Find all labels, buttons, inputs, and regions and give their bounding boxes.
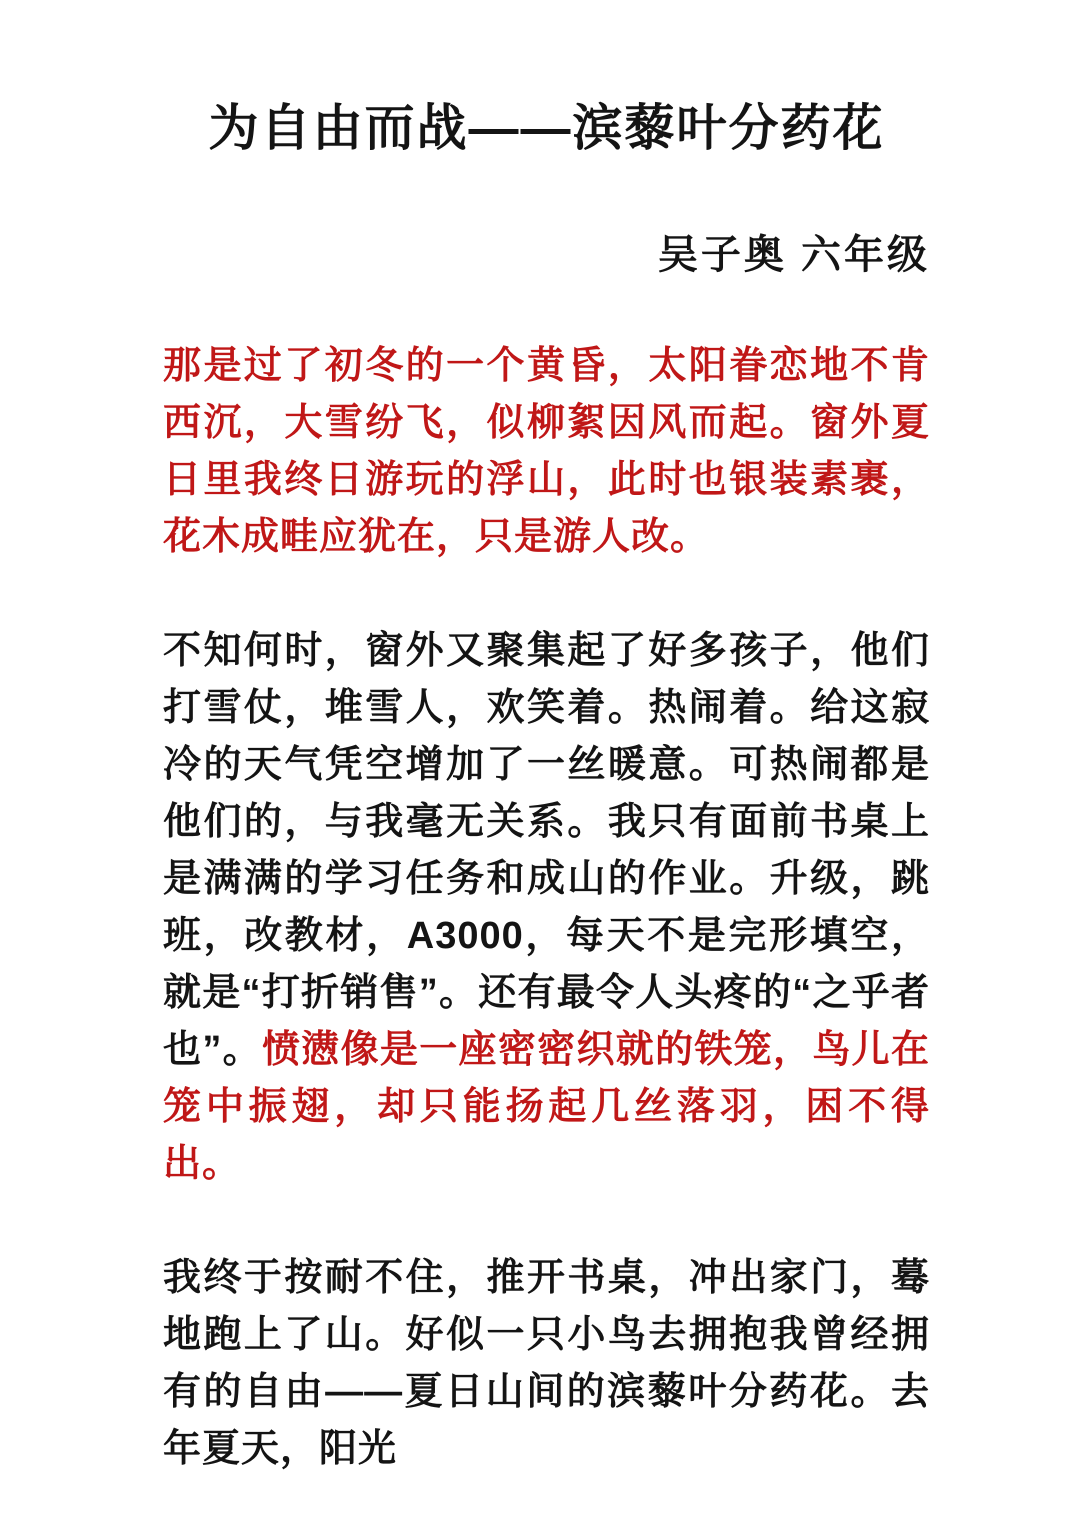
page-title: 为自由而战——滨藜叶分药花 — [208, 100, 885, 156]
text-segment-black: 不知何时，窗外又聚集起了好多孩子，他们打雪仗，堆雪人，欢笑着。热闹着。给这寂冷的天气凭空增加了一丝暖意。可热闹都是他们的，与我毫无关系。我只有面前书桌上是满满的学习任务和成山的作业。升级，跳班，改教材，A3000，每天不是完形填空，就是“打折销售”。还有最令人头疼的“之乎者也”。 — [163, 630, 930, 1071]
text-segment-red: 愤懑像是一座密密织就的铁笼，鸟儿在笼中振翅，却只能扬起几丝落羽，困不得出。 — [163, 1029, 930, 1185]
text-segment-red: 那是过了初冬的一个黄昏，太阳眷恋地不肯西沉，大雪纷飞，似柳絮因风而起。窗外夏日里我终日游玩的浮山，此时也银装素裹，花木成畦应犹在，只是游人改。 — [163, 345, 930, 558]
text-segment-black: 我终于按耐不住，推开书桌，冲出家门，蓦地跑上了山。好似一只小鸟去拥抱我曾经拥有的自由——夏日山间的滨藜叶分药花。去年夏天，阳光 — [163, 1257, 930, 1470]
author-byline: 吴子奥 六年级 — [657, 233, 930, 277]
paragraph — [163, 623, 930, 1193]
paragraph — [163, 338, 930, 566]
paragraph — [163, 1250, 930, 1478]
essay-body — [163, 338, 930, 1478]
